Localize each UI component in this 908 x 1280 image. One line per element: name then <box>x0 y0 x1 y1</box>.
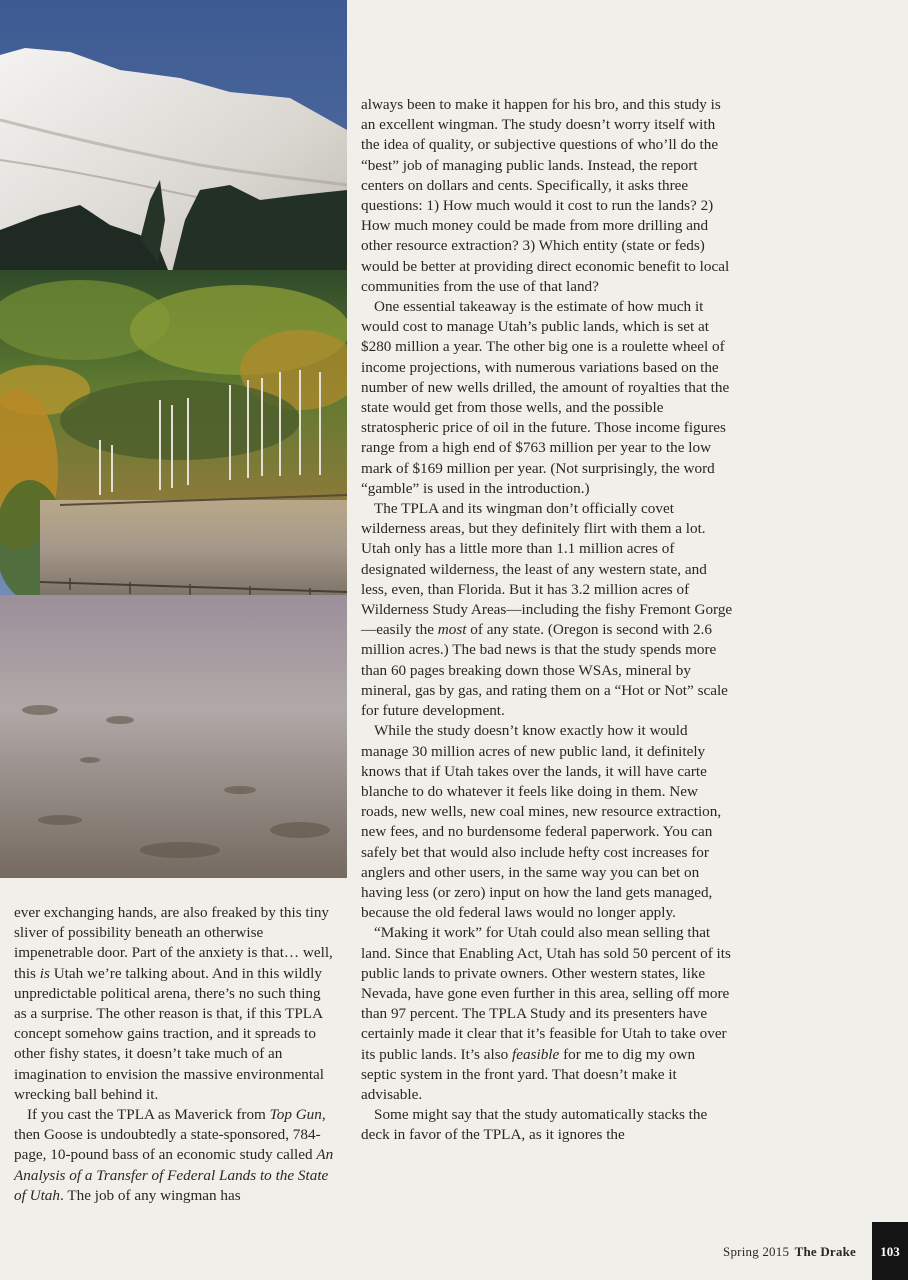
page-number: 103 <box>872 1222 908 1280</box>
paragraph: If you cast the TPLA as Maverick from Top Gun, then Goose is undoubtedly a state-sponsored, 784-page, 10-pound bass of an economic study called An Analysis of a Transfer of Federal Lands to the State of Utah. The job of any wingman has <box>14 1106 334 1204</box>
mountain-landscape-photo <box>0 0 347 878</box>
paragraph: Some might say that the study automatically stacks the deck in favor of the TPLA, as it ignores the <box>361 1106 708 1144</box>
page-footer <box>608 1222 908 1280</box>
paragraph: While the study doesn’t know exactly how it would manage 30 million acres of new public land, it definitely knows that if Utah takes over the lands, it will have carte blanche to do whatever it feels like doing in them. New roads, new wells, new coal mines, new resource extraction, new fees, and no burdensome federal paperwork. You can safely bet that would also include hefty cost increases for anglers and other users, in the same way you can bet on having less (or zero) input on how the land gets managed, because the old federal laws would no longer apply. <box>361 722 722 922</box>
magazine-name: The Drake <box>794 1244 856 1259</box>
paragraph: The TPLA and its wingman don’t officially covet wilderness areas, but they definitely flirt with them a lot. Utah only has a little more than 1.1 million acres of designated wilderness, the least of any western state, and less, even, than Florida. But it has 3.2 million acres of Wilderness Study Areas—including the fishy Fremont Gorge—easily the most of any state. (Oregon is second with 2.6 million acres.) The bad news is that the study spends more than 60 pages breaking down those WSAs, mineral by mineral, gas by gas, and rating them on a “Hot or Not” scale for future development. <box>361 500 733 720</box>
paragraph: One essential takeaway is the estimate of how much it would cost to manage Utah’s public lands, which is set at $280 million a year. The other big one is a roulette wheel of income projections, with numerous variations based on the number of new wells drilled, the amount of royalties that the state would get from those wells, and the possible stratospheric price of oil in the future. Those income figures range from a high end of $763 million per year to the low mark of $169 million per year. (Not surprisingly, the word “gamble” is used in the introduction.) <box>361 298 730 497</box>
paragraph: always been to make it happen for his bro, and this study is an excellent wingman. The study doesn’t worry itself with the idea of quality, or subjective questions of who’ll do the “best” job of managing public lands. Instead, the report centers on dollars and cents. Specifically, it asks three questions: 1) How much would it cost to run the lands? 2) How much money could be made from more drilling and other resource extraction? 3) Which entity (state or feds) would be better at providing direct economic benefit to local communities from the use of that land? <box>361 96 730 295</box>
paragraph: ever exchanging hands, are also freaked by this tiny sliver of possibility beneath an otherwise impenetrable door. Part of the anxiety is that… well, this is Utah we’re talking about. And in this wildly unpredictable political arena, there’s no such thing as a surprise. The other reason is that, if this TPLA concept somehow gains traction, and it spreads to other fishy states, it doesn’t take much of an imagination to envision the massive environmental wrecking ball behind it. <box>14 904 333 1103</box>
right-text-column <box>361 95 733 1146</box>
left-text-column <box>14 903 334 1206</box>
paragraph: “Making it work” for Utah could also mean selling that land. Since that Enabling Act, Utah has sold 50 percent of its public lands to private owners. Other western states, like Nevada, have gone even further in this area, selling off more than 97 percent. The TPLA Study and its presenters have certainly made it clear that it’s feasible for Utah to take over its public lands. It’s also feasible for me to dig my own septic system in the front yard. That doesn’t make it advisable. <box>361 924 731 1103</box>
issue-label: Spring 2015 The Drake <box>723 1244 856 1259</box>
